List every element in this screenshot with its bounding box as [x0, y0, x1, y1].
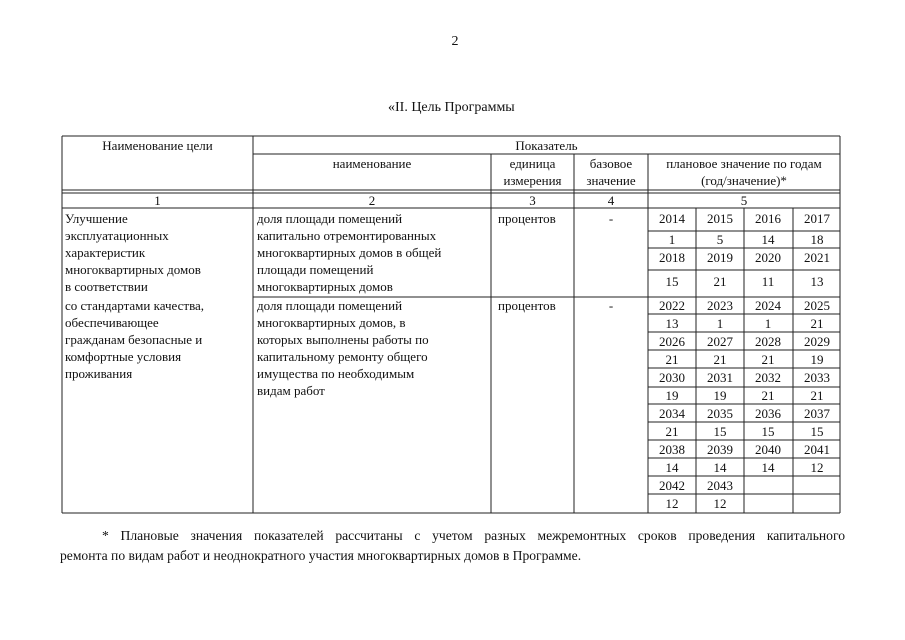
col-number-1: 1 [154, 193, 161, 208]
indicator2-unit: процентов [498, 298, 556, 313]
year-cell: 2026 [659, 334, 685, 349]
year-cell: 2037 [804, 406, 830, 421]
value-cell: 21 [761, 352, 775, 367]
indicator1-name-line: капитально отремонтированных [257, 228, 437, 243]
year-cell: 2031 [707, 370, 733, 385]
goal-line: Улучшение [65, 211, 128, 226]
goal-line: проживания [65, 366, 133, 381]
year-cell: 2020 [755, 250, 781, 265]
goal-line: многоквартирных домов [65, 262, 201, 277]
indicator2-base: - [608, 298, 614, 313]
value-cell: 14 [761, 460, 775, 475]
indicator2-name-line: которых выполнены работы по [257, 332, 429, 347]
year-cell: 2033 [804, 370, 830, 385]
year-cell: 2035 [707, 406, 733, 421]
value-cell: 21 [810, 388, 824, 403]
year-cell: 2019 [707, 250, 733, 265]
year-cell: 2015 [707, 211, 733, 226]
year-cell: 2018 [659, 250, 685, 265]
indicator2-name-line: видам работ [257, 383, 325, 398]
year-cell: 2038 [659, 442, 685, 457]
value-cell: 19 [713, 388, 727, 403]
year-cell: 2021 [804, 250, 830, 265]
col-number-2: 2 [368, 193, 376, 208]
footnote-line: ремонта по видам работ и неоднократного участия многоквартирных домов в Программе. [60, 548, 582, 563]
footnote-line: * Плановые значения показателей рассчитаны с учетом разных межремонтных сроков проведения капитального [102, 528, 845, 543]
indicator1-name-line: доля площади помещений [257, 211, 403, 226]
goal-line: в соответствии [65, 279, 148, 294]
indicator2-name-line: капитальному ремонту общего [257, 349, 428, 364]
value-cell: 21 [761, 388, 775, 403]
indicator1-unit: процентов [498, 211, 556, 226]
year-cell: 2023 [707, 298, 733, 313]
value-cell: 15 [665, 274, 679, 289]
indicator2-name-line: доля площади помещений [257, 298, 403, 313]
year-cell: 2022 [659, 298, 685, 313]
value-cell: 21 [713, 352, 727, 367]
value-cell: 15 [713, 424, 727, 439]
section-title: «II. Цель Программы [388, 100, 515, 115]
value-cell: 5 [716, 232, 724, 247]
value-cell: 13 [665, 316, 679, 331]
year-cell: 2040 [755, 442, 781, 457]
col-number-5: 5 [740, 193, 748, 208]
value-cell: 21 [810, 316, 824, 331]
year-cell: 2027 [707, 334, 733, 349]
goal-line: обеспечивающее [65, 315, 159, 330]
header-unit-line1: единица [509, 156, 556, 171]
year-cell: 2024 [755, 298, 781, 313]
year-cell: 2034 [659, 406, 685, 421]
value-cell: 11 [761, 274, 775, 289]
page-number: 2 [451, 34, 459, 49]
value-cell: 14 [713, 460, 727, 475]
value-cell: 12 [810, 460, 824, 475]
year-cell: 2032 [755, 370, 781, 385]
footnote [60, 526, 845, 566]
col-number-3: 3 [529, 193, 536, 208]
year-cell: 2036 [755, 406, 781, 421]
year-cell: 2016 [755, 211, 781, 226]
year-cell: 2030 [659, 370, 685, 385]
header-base-line2: значение [586, 173, 636, 188]
indicator2-name-line: имущества по необходимым [257, 366, 415, 381]
value-cell: 15 [810, 424, 824, 439]
goal-line: эксплуатационных [65, 228, 169, 243]
value-cell: 1 [668, 232, 676, 247]
header-goal: Наименование цели [102, 138, 213, 153]
indicator2-name-line: многоквартирных домов, в [257, 315, 406, 330]
year-cell: 2017 [804, 211, 830, 226]
value-cell: 1 [764, 316, 772, 331]
goal-line: со стандартами качества, [65, 298, 205, 313]
value-cell: 21 [665, 424, 679, 439]
header-plan-line1: плановое значение по годам [666, 156, 822, 171]
indicator1-name-line: многоквартирных домов в общей [257, 245, 442, 260]
header-indicator: Показатель [515, 138, 578, 153]
value-cell: 14 [665, 460, 679, 475]
year-cell: 2014 [659, 211, 685, 226]
value-cell: 12 [665, 496, 679, 511]
value-cell: 15 [761, 424, 775, 439]
goal-line: гражданам безопасные и [65, 332, 203, 347]
value-cell: 21 [665, 352, 679, 367]
year-cell: 2042 [659, 478, 685, 493]
year-cell: 2041 [804, 442, 830, 457]
header-name: наименование [332, 156, 412, 171]
value-cell: 1 [716, 316, 724, 331]
year-cell: 2028 [755, 334, 781, 349]
value-cell: 19 [665, 388, 679, 403]
year-cell: 2043 [707, 478, 733, 493]
value-cell: 14 [761, 232, 775, 247]
indicator1-name-line: площади помещений [257, 262, 374, 277]
value-cell: 21 [713, 274, 727, 289]
value-cell: 13 [810, 274, 824, 289]
col-number-4: 4 [607, 193, 615, 208]
year-cell: 2029 [804, 334, 830, 349]
indicator1-base: - [608, 211, 614, 226]
header-plan-line2: (год/значение)* [701, 173, 787, 188]
goal-line: характеристик [65, 245, 146, 260]
year-cell: 2039 [707, 442, 733, 457]
header-base-line1: базовое [589, 156, 633, 171]
value-cell: 19 [810, 352, 824, 367]
value-cell: 18 [810, 232, 824, 247]
goal-line: комфортные условия [65, 349, 182, 364]
indicator1-name-line: многоквартирных домов [257, 279, 393, 294]
year-cell: 2025 [804, 298, 830, 313]
header-unit-line2: измерения [503, 173, 562, 188]
value-cell: 12 [713, 496, 727, 511]
